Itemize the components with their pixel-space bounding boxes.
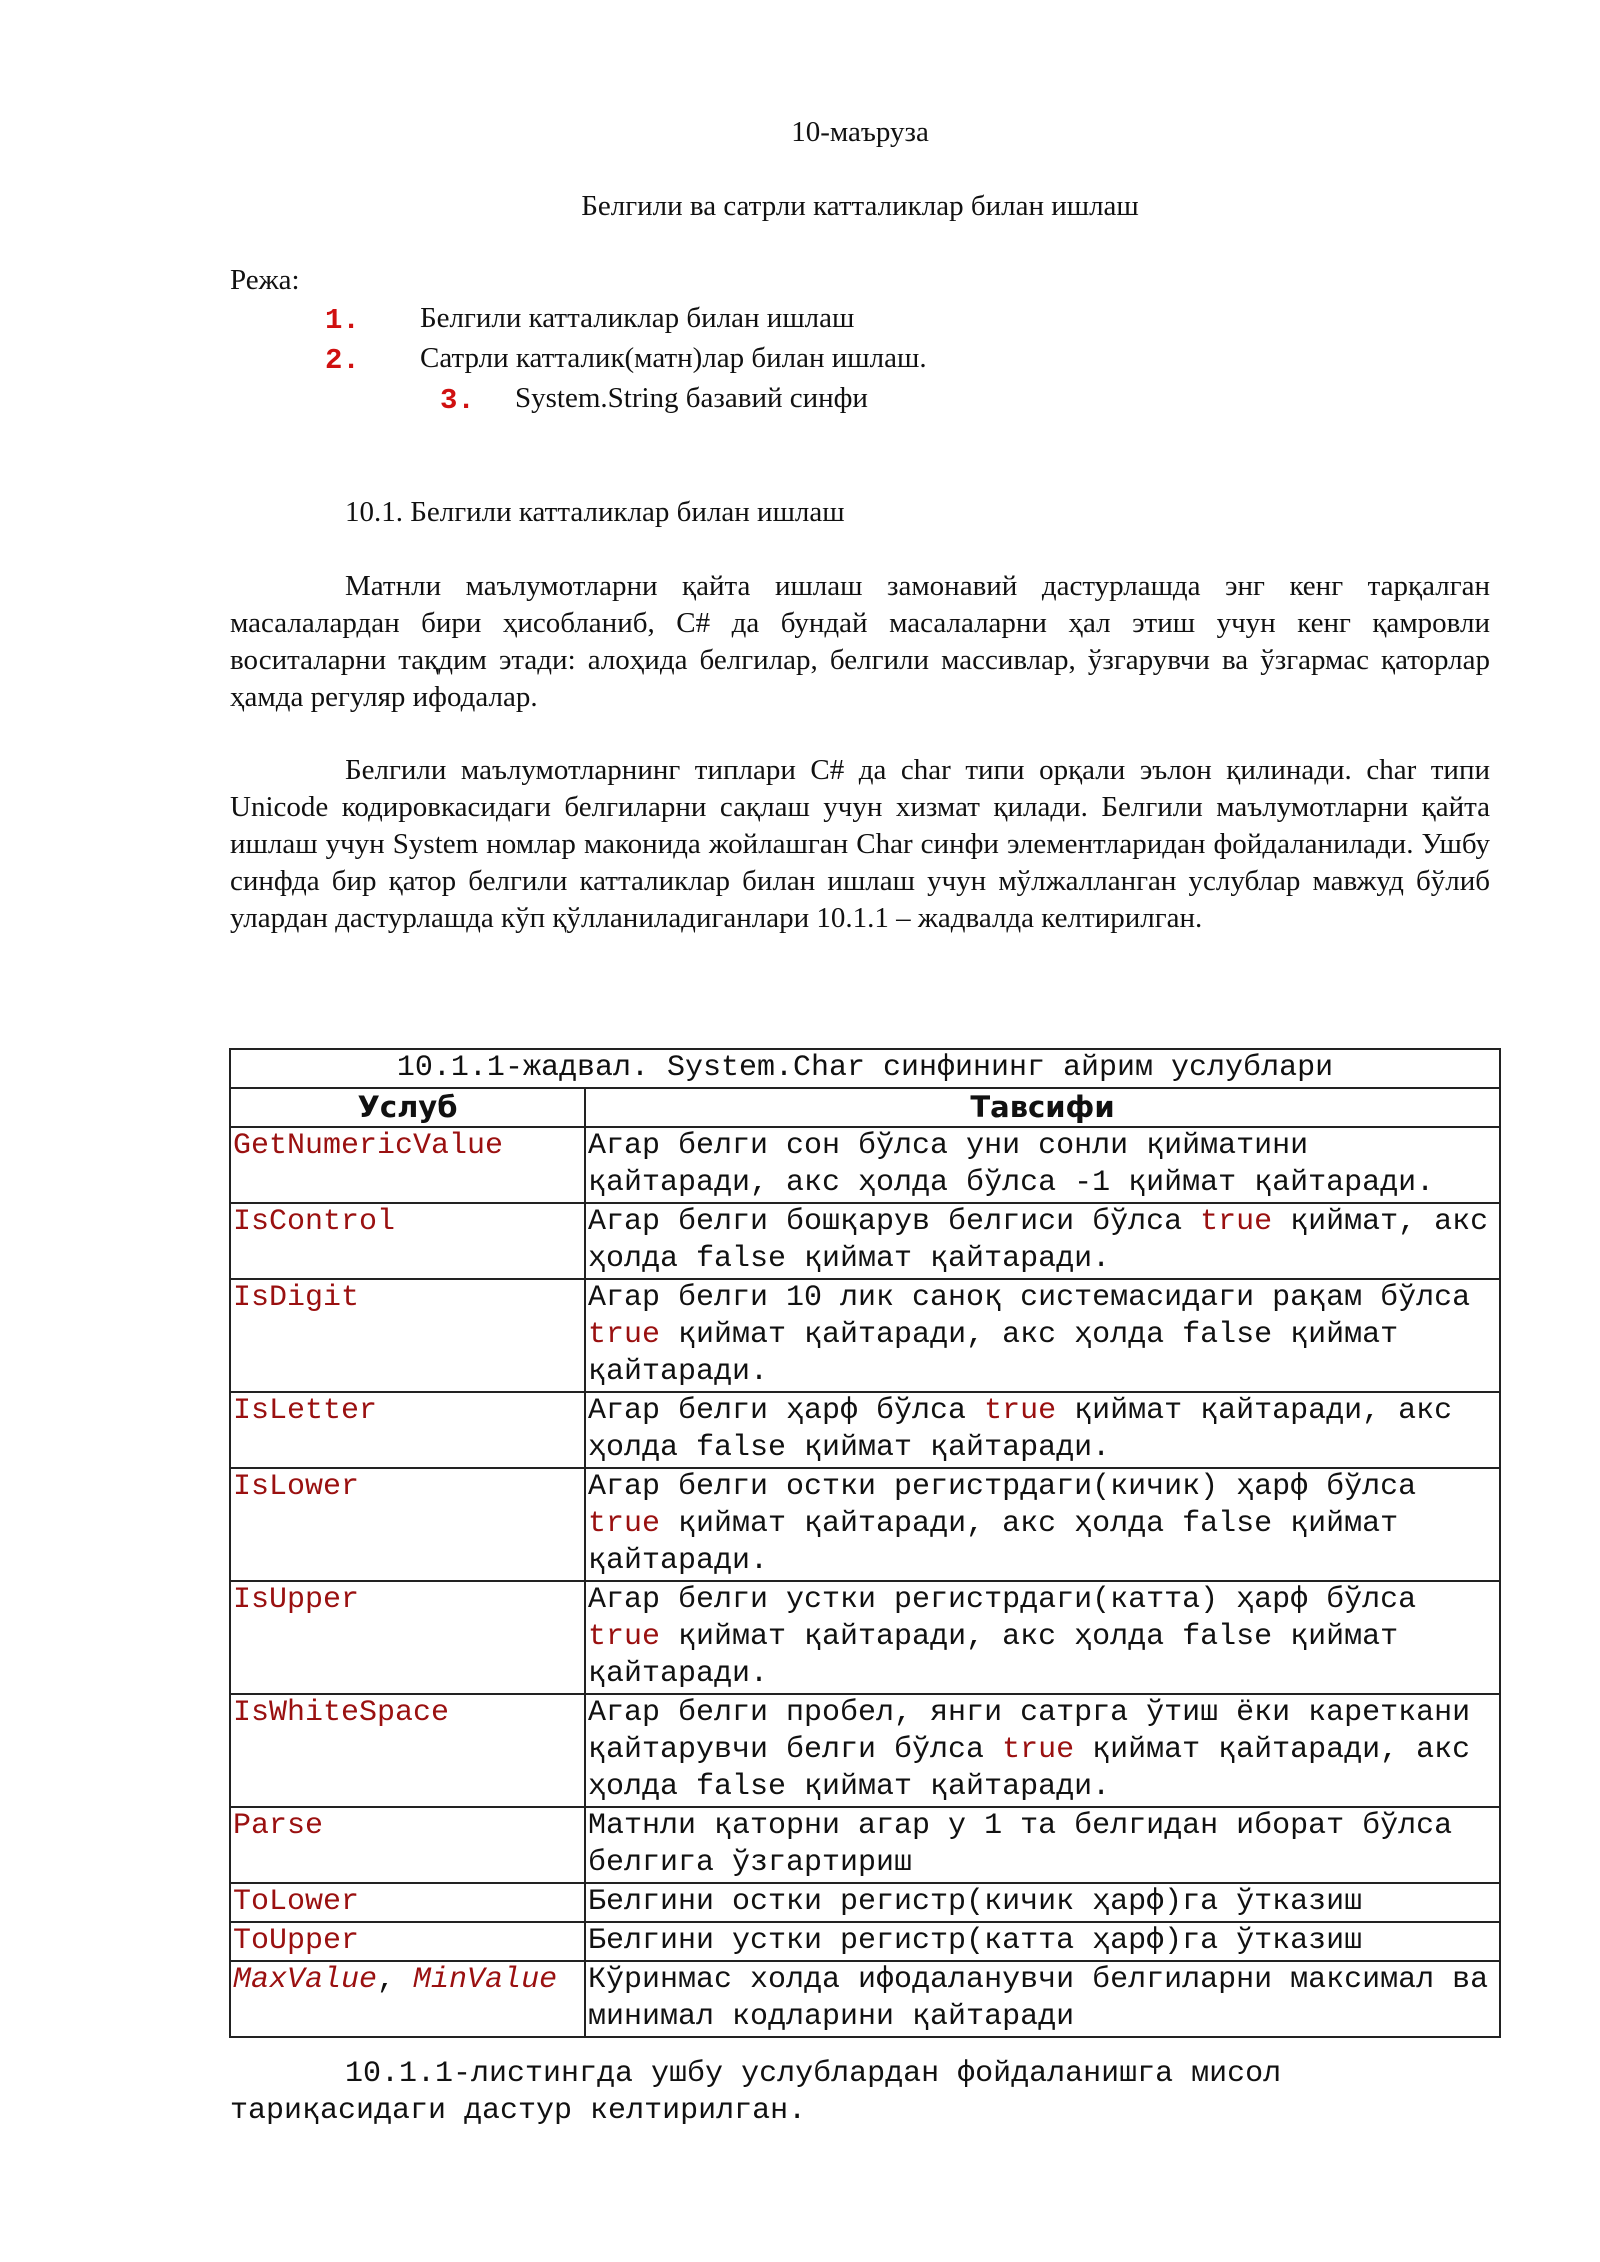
description-cell [585,1127,1500,1203]
section-heading: 10.1. Белгили катталиклар билан ишлаш [345,496,845,528]
keyword-true: true [588,1507,661,1541]
description-text: Кўринмас холда ифодаланувчи белгиларни максимал ва минимал кодларини қайтаради [588,1963,1489,2034]
column-header-method: Услуб [230,1088,585,1127]
method-cell [230,1127,585,1203]
table-caption-row [230,1049,1500,1088]
method-name: GetNumericValue [233,1129,504,1163]
method-name: MinValue [413,1963,558,1997]
description-cell [585,1961,1500,2037]
listing-note: 10.1.1-листингда ушбу услублардан фойдаланишга мисол тариқасидаги дастур келтирилган. [230,2057,1282,2128]
description-text: қиймат қайтаради, акс ҳолда false қиймат қайтаради. [588,1394,1453,1465]
method-name: IsLower [233,1470,360,1504]
method-name: IsDigit [233,1281,360,1315]
method-cell [230,1581,585,1694]
description-text: Белгини остки регистр(кичик ҳарф)га ўтказиш [588,1885,1363,1919]
plan-item-number: 2. [325,344,360,377]
topic-title: Белгили ва сатрли катталиклар билан ишлаш [581,190,1139,222]
keyword-true: true [1002,1733,1075,1767]
description-cell [585,1392,1500,1468]
methods-table [229,1048,1501,2038]
plan-item-text: System.String базавий синфи [515,382,868,414]
table-row [230,1961,1500,2037]
table-row [230,1581,1500,1694]
table-row [230,1468,1500,1581]
description-cell [585,1468,1500,1581]
description-text: қиймат қайтаради, акс ҳолда false қиймат қайтаради. [588,1318,1399,1389]
table-caption: 10.1.1-жадвал. System.Char синфининг айрим услублари [230,1049,1500,1088]
plan-item-text: Сатрли катталик(матн)лар билан ишлаш. [420,342,927,374]
description-cell [585,1883,1500,1922]
table-row [230,1694,1500,1807]
description-text: Матнли қаторни агар у 1 та белгидан иборат бўлса белгига ўзгартириш [588,1809,1453,1880]
method-name: IsWhiteSpace [233,1696,450,1730]
table-row [230,1883,1500,1922]
description-cell [585,1581,1500,1694]
method-cell [230,1203,585,1279]
keyword-true: true [588,1318,661,1352]
table-row [230,1279,1500,1392]
method-cell [230,1392,585,1468]
plan-label: Режа: [230,264,300,296]
description-cell [585,1694,1500,1807]
method-cell [230,1883,585,1922]
keyword-true: true [588,1620,661,1654]
method-name: Parse [233,1809,324,1843]
description-cell [585,1203,1500,1279]
method-cell [230,1468,585,1581]
description-text: қиймат қайтаради, акс ҳолда false қиймат қайтаради. [588,1620,1399,1691]
table-body [230,1127,1500,2037]
method-name: ToUpper [233,1924,360,1958]
table-header-row [230,1088,1500,1127]
body-paragraph: Белгили маълумотларнинг типлари C# да char типи орқали эълон қилинади. char типи Unicode кодировкасидаги белгиларни сақлаш учун хизмат қилади. Белгили маълумотларни қайта ишлаш учун System номлар маконида жойлашган Char синфи элементларидан фойдаланилади. Ушбу синфда бир қатор белгили катталиклар билан ишлаш учун мўлжалланган услублар мавжуд бўлиб улардан дастурлашда кўп қўлланиладиганлари 10.1.1 – жадвалда келтирилган. [230,754,1490,934]
description-text: Агар белги устки регистрдаги(катта) ҳарф бўлса [588,1583,1417,1617]
description-text: Агар белги 10 лик саноқ системасидаги рақам бўлса [588,1281,1471,1315]
description-text: Агар белги ҳарф бўлса [588,1394,985,1428]
description-text: қиймат қайтаради, акс ҳолда false қиймат қайтаради. [588,1733,1471,1804]
table-row [230,1922,1500,1961]
description-cell [585,1922,1500,1961]
table-row [230,1127,1500,1203]
method-name: MaxValue [233,1963,378,1997]
method-name: IsLetter [233,1394,378,1428]
lecture-number: 10-маъруза [791,116,929,148]
description-cell [585,1807,1500,1883]
table-row [230,1203,1500,1279]
description-text: қиймат қайтаради, акс ҳолда false қиймат қайтаради. [588,1507,1399,1578]
keyword-true: true [1200,1205,1273,1239]
plan-item-text: Белгили катталиклар билан ишлаш [420,302,855,334]
column-header-description: Тавсифи [585,1088,1500,1127]
description-text: қиймат, акс ҳолда false қиймат қайтаради. [588,1205,1489,1276]
plan-item-number: 1. [325,304,360,337]
method-cell [230,1961,585,2037]
body-paragraph: Матнли маълумотларни қайта ишлаш замонавий дастурлашда энг кенг тарқалган масалалардан бири ҳисобланиб, C# да бундай масалаларни ҳал этиш учун кенг қамровли воситаларни тақдим этади: алоҳида белгилар, белгили массивлар, ўзгарувчи ва ўзгармас қаторлар ҳамда регуляр ифодалар. [230,570,1490,713]
description-text: Агар белги бошқарув белгиси бўлса [588,1205,1201,1239]
table-row [230,1392,1500,1468]
table-row [230,1807,1500,1883]
description-text: Агар белги остки регистрдаги(кичик) ҳарф бўлса [588,1470,1417,1504]
plan-item-number: 3. [440,384,475,417]
description-text: Агар белги сон бўлса уни сонли қийматини қайтаради, акс ҳолда бўлса -1 қиймат қайтаради. [588,1129,1435,1200]
method-cell [230,1922,585,1961]
keyword-true: true [984,1394,1057,1428]
description-text: Агар белги пробел, янги сатрга ўтиш ёки кареткани қайтарувчи белги бўлса [588,1696,1471,1767]
method-name: ToLower [233,1885,360,1919]
method-name: IsUpper [233,1583,360,1617]
method-cell [230,1807,585,1883]
separator: , [377,1963,414,1997]
method-cell [230,1694,585,1807]
method-cell [230,1279,585,1392]
method-name: IsControl [233,1205,396,1239]
description-text: Белгини устки регистр(катта ҳарф)га ўтказиш [588,1924,1363,1958]
description-cell [585,1279,1500,1392]
